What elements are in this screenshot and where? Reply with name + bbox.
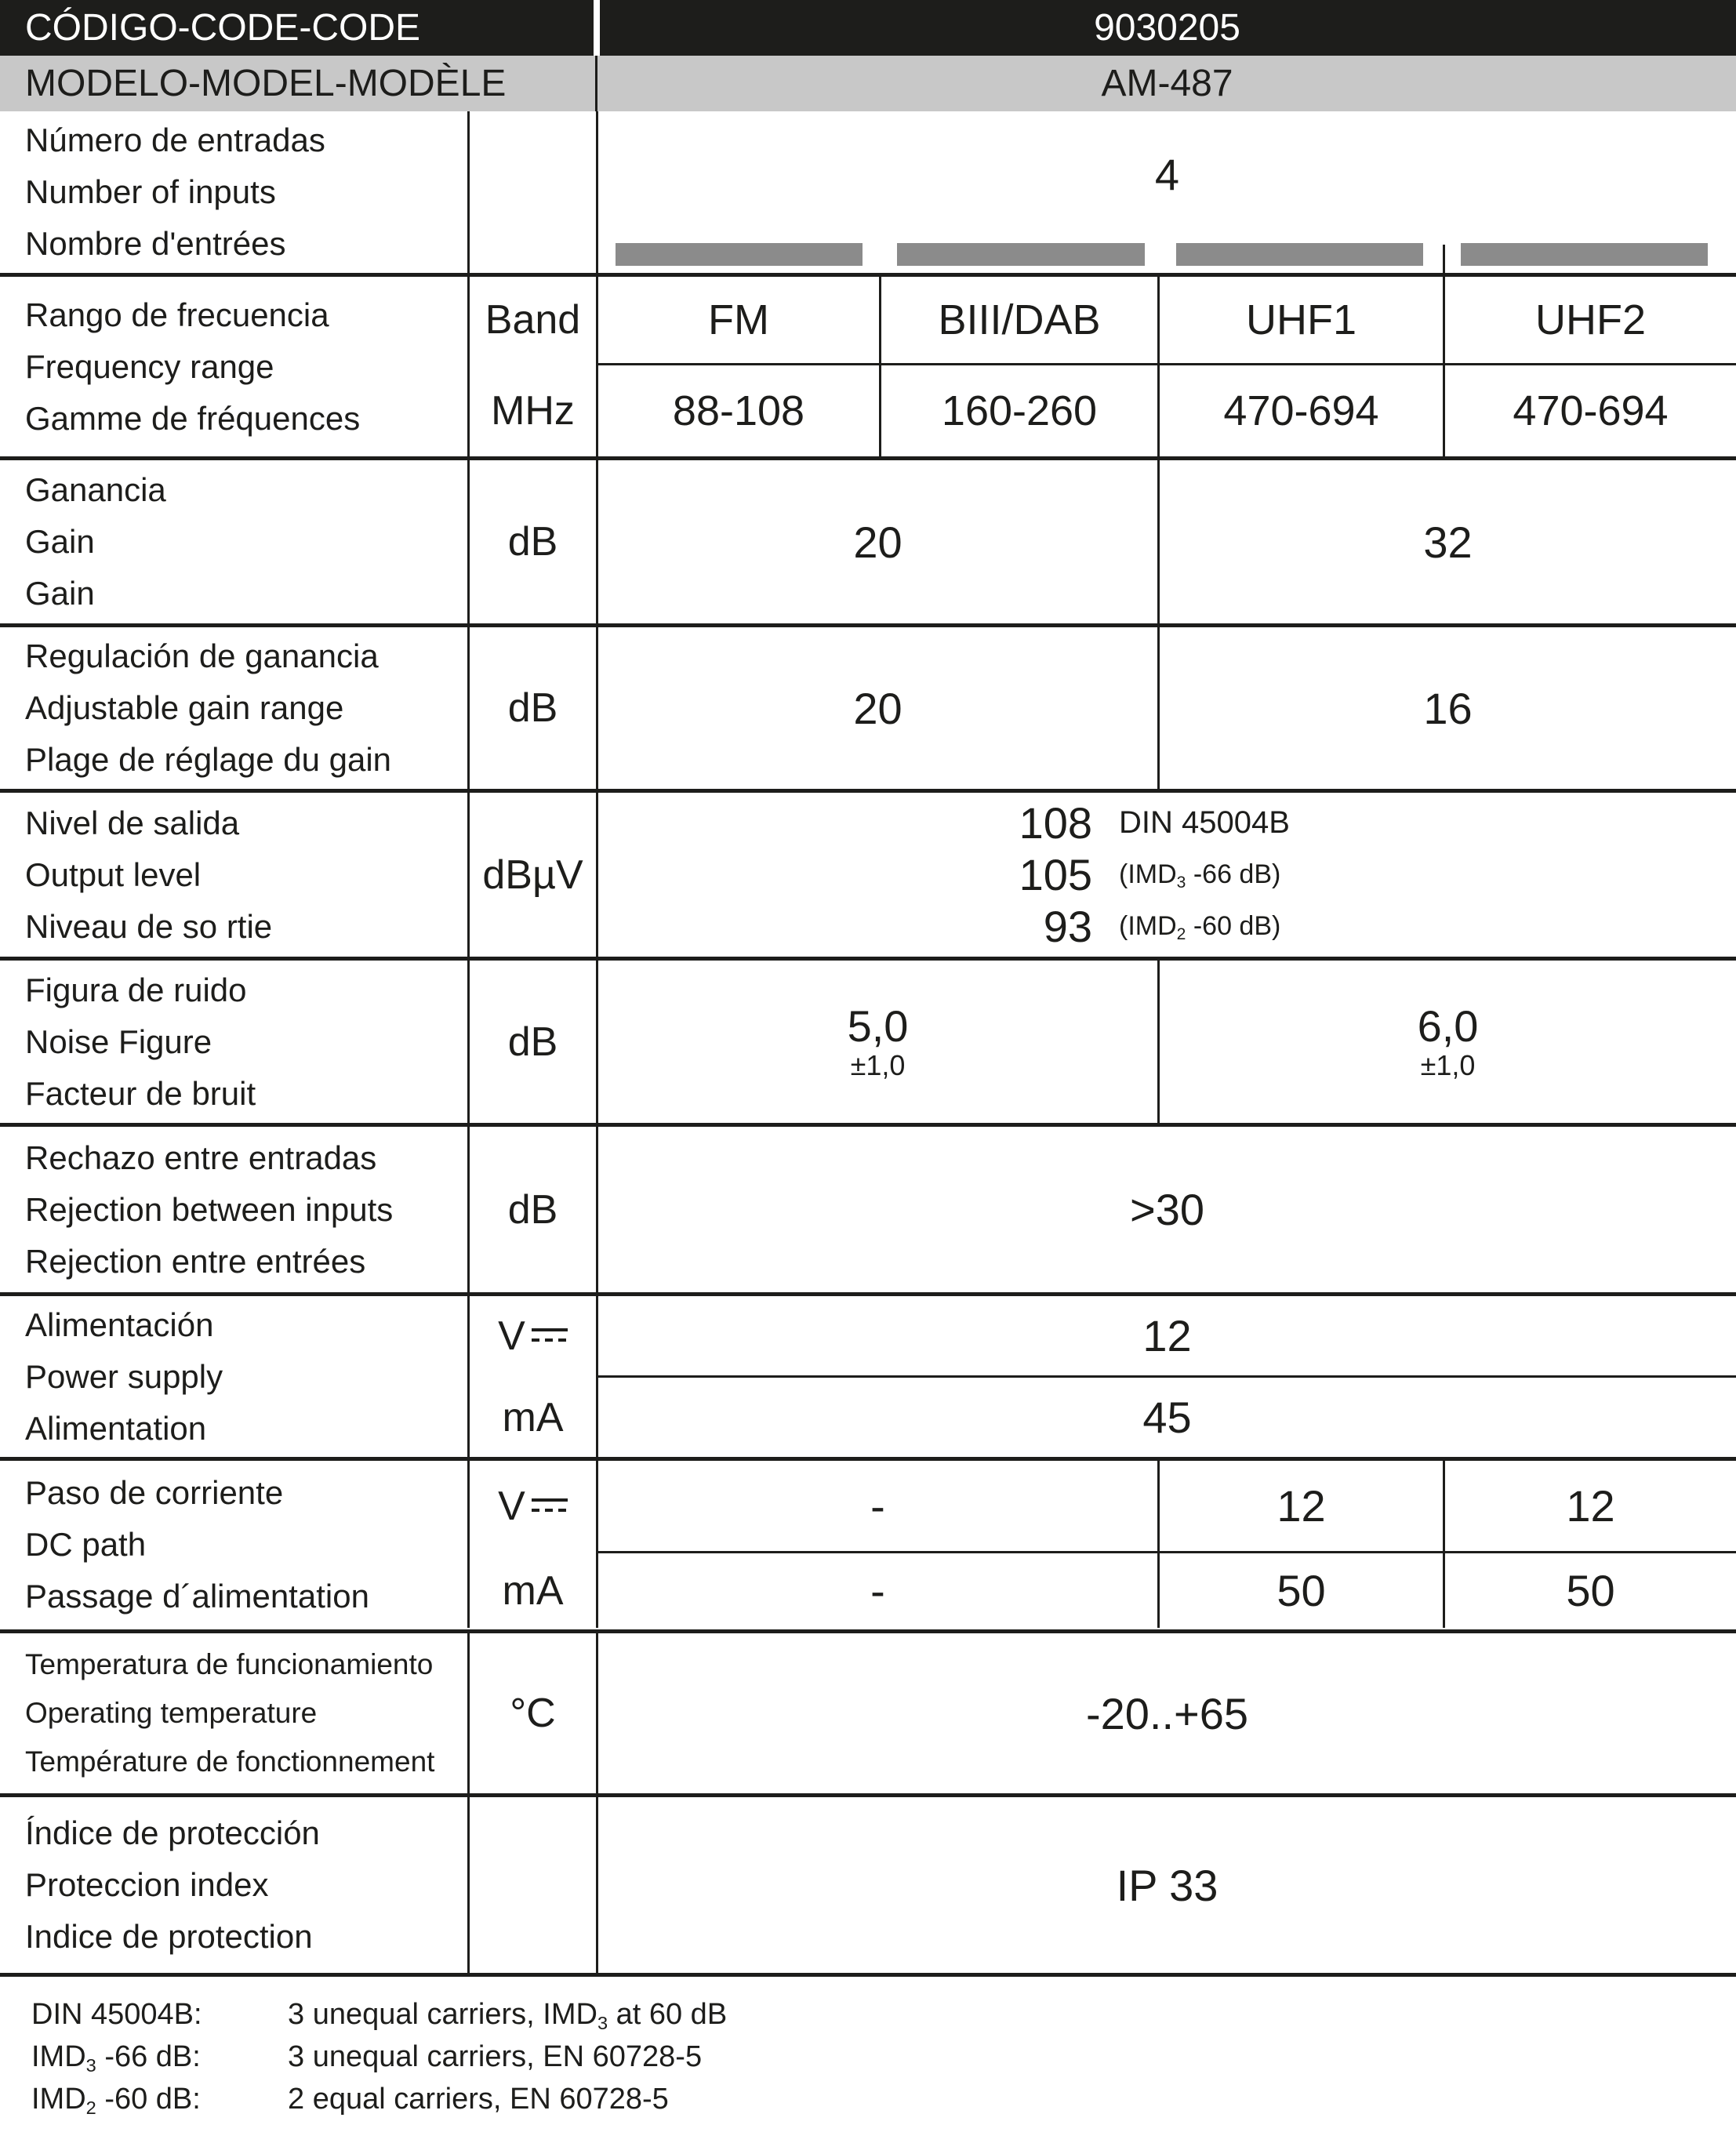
- band-name: UHF1: [1245, 296, 1356, 343]
- noise-uhf: [1160, 961, 1736, 1123]
- dc-current-uhf1: 50: [1277, 1566, 1326, 1615]
- row-protection-labels: [25, 1797, 464, 1973]
- band-name: BIII/DAB: [938, 296, 1101, 343]
- footnote-term: DIN 45004B:: [31, 1998, 202, 2031]
- label-line: Ganancia: [25, 471, 166, 508]
- label-line: Number of inputs: [25, 173, 276, 210]
- label-line: Output level: [25, 855, 202, 893]
- footnote: [0, 2083, 1736, 2123]
- footnote-desc: 3 unequal carriers, IMD3 at 60 dB: [288, 1998, 728, 2034]
- row-dc-path: [0, 1461, 1736, 1628]
- header-divider: [595, 56, 597, 111]
- label-line: Gain: [25, 575, 95, 612]
- noise-value: 6,0: [1417, 1001, 1479, 1051]
- row-gain-labels: [25, 460, 464, 623]
- output-level-entry: [598, 901, 1736, 953]
- dc-current-vhf: -: [870, 1566, 885, 1615]
- protection-value: IP 33: [1116, 1860, 1218, 1910]
- label-line: Niveau de so rtie: [25, 907, 273, 945]
- model-row: [0, 56, 1736, 111]
- row-band-labels: [25, 277, 464, 456]
- row-gain: [0, 460, 1736, 623]
- band-name: UHF2: [1534, 296, 1646, 343]
- row-noise-figure-labels: [25, 961, 464, 1123]
- rule: [0, 1973, 1736, 1977]
- gain-uhf: 32: [1423, 517, 1473, 567]
- row-inputs-labels: [25, 111, 464, 273]
- row-band: [0, 277, 1736, 456]
- row-adjustable-gain-labels: [25, 627, 464, 789]
- label-line: Nombre d'entrées: [25, 225, 286, 262]
- inputs-value: 4: [1154, 149, 1180, 199]
- code-row: [0, 0, 1736, 56]
- noise-vhf: [598, 961, 1157, 1123]
- output-note: (IMD3 -66 dB): [1119, 859, 1281, 892]
- label-line: Facteur de bruit: [25, 1074, 256, 1112]
- label-line: Gamme de fréquences: [25, 399, 361, 437]
- power-voltage: 12: [1142, 1311, 1192, 1360]
- label-line: Paso de corriente: [25, 1473, 284, 1511]
- unit-ma: mA: [502, 1394, 564, 1440]
- label-line: Nivel de salida: [25, 804, 240, 841]
- unit-mhz: MHz: [491, 388, 575, 434]
- unit-vdc: V: [470, 1296, 596, 1375]
- dc-symbol: [532, 1324, 568, 1349]
- input-column-bar: [616, 243, 863, 266]
- adjustable-gain-vhf: 20: [853, 683, 903, 733]
- label-line: Gain: [25, 523, 95, 560]
- output-note: DIN 45004B: [1119, 805, 1290, 840]
- dc-voltage-vhf: -: [870, 1481, 885, 1531]
- label-line: Plage de réglage du gain: [25, 741, 392, 778]
- row-rejection-labels: [25, 1127, 464, 1292]
- band-range: 470-694: [1223, 387, 1379, 434]
- unit-vdc: V: [470, 1461, 596, 1551]
- output-value: 105: [1019, 850, 1092, 899]
- label-line: Alimentation: [25, 1409, 207, 1447]
- output-note: (IMD2 -60 dB): [1119, 911, 1281, 944]
- unit-dbuv: dBµV: [482, 852, 583, 898]
- row-output-level-labels: [25, 793, 464, 957]
- label-line: Operating temperature: [25, 1697, 318, 1729]
- input-column-bar: [1461, 243, 1708, 266]
- band-range: 160-260: [941, 387, 1098, 434]
- label-line: Frequency range: [25, 347, 274, 385]
- row-adjustable-gain: [0, 627, 1736, 789]
- grid-line: [467, 1797, 470, 1973]
- label-line: Adjustable gain range: [25, 689, 344, 726]
- label-line: Power supply: [25, 1357, 223, 1395]
- code-value: 9030205: [1094, 7, 1240, 49]
- label-line: Rejection entre entrées: [25, 1242, 366, 1280]
- output-value: 108: [1019, 798, 1092, 848]
- unit-db: dB: [507, 685, 558, 731]
- label-line: Alimentación: [25, 1306, 214, 1343]
- row-power-supply: [0, 1296, 1736, 1457]
- label-line: Température de fonctionnement: [25, 1745, 435, 1778]
- label-line: Índice de protección: [25, 1814, 320, 1851]
- output-level-entry: [598, 849, 1736, 901]
- temperature-value: -20..+65: [1085, 1688, 1249, 1738]
- band-name: FM: [708, 296, 769, 343]
- label-line: Rejection between inputs: [25, 1190, 394, 1228]
- footnote: [0, 2040, 1736, 2081]
- model-label: MODELO-MODEL-MODÈLE: [25, 63, 507, 104]
- row-inputs: [0, 111, 1736, 273]
- label-line: DC path: [25, 1525, 147, 1563]
- label-line: Noise Figure: [25, 1022, 212, 1060]
- label-line: Regulación de ganancia: [25, 637, 379, 674]
- footnote: [0, 1998, 1736, 2039]
- label-line: Número de entradas: [25, 122, 325, 158]
- unit-db: dB: [507, 519, 558, 565]
- footnote-desc: 2 equal carriers, EN 60728-5: [288, 2083, 669, 2116]
- row-dc-path-labels: [25, 1461, 464, 1628]
- unit-db: dB: [507, 1186, 558, 1233]
- rejection-value: >30: [1130, 1185, 1204, 1234]
- band-range: 470-694: [1513, 387, 1669, 434]
- row-power-supply-labels: [25, 1296, 464, 1457]
- unit-celsius: °C: [510, 1691, 556, 1736]
- code-label: CÓDIGO-CODE-CODE: [25, 7, 420, 49]
- grid-line: [467, 111, 470, 273]
- row-temperature-labels: [25, 1633, 464, 1793]
- output-level-entry: [598, 797, 1736, 849]
- noise-tolerance: ±1,0: [850, 1048, 906, 1081]
- row-noise-figure: [0, 961, 1736, 1123]
- grid-line: [1443, 245, 1445, 273]
- unit-db: dB: [507, 1019, 558, 1065]
- dc-symbol: [532, 1494, 568, 1519]
- row-output-level: [0, 793, 1736, 957]
- label-line: Figura de ruido: [25, 971, 247, 1008]
- adjustable-gain-uhf: 16: [1423, 683, 1473, 733]
- noise-vhf-stack: [848, 1003, 909, 1081]
- band-range: 88-108: [672, 387, 805, 434]
- output-value: 93: [1043, 902, 1092, 951]
- footnote-term: IMD3 -66 dB:: [31, 2040, 201, 2076]
- label-line: Passage d´alimentation: [25, 1577, 369, 1615]
- label-line: Proteccion index: [25, 1866, 269, 1903]
- footnote-desc: 3 unequal carriers, EN 60728-5: [288, 2040, 703, 2073]
- unit-band: Band: [485, 297, 581, 343]
- unit-ma: mA: [502, 1567, 564, 1614]
- row-protection: [0, 1797, 1736, 1973]
- dc-current-uhf2: 50: [1566, 1566, 1615, 1615]
- gain-vhf: 20: [853, 517, 903, 567]
- label-line: Indice de protection: [25, 1918, 313, 1955]
- label-line: Rechazo entre entradas: [25, 1139, 377, 1176]
- output-level-values: [598, 793, 1736, 957]
- noise-uhf-stack: [1418, 1003, 1479, 1081]
- row-temperature: [0, 1633, 1736, 1793]
- noise-value: 5,0: [847, 1001, 909, 1051]
- input-column-bar: [897, 243, 1145, 266]
- power-current: 45: [1142, 1393, 1192, 1442]
- dc-voltage-uhf1: 12: [1277, 1481, 1326, 1531]
- row-rejection: [0, 1127, 1736, 1292]
- label-line: Rango de frecuencia: [25, 296, 329, 333]
- input-column-bar: [1176, 243, 1423, 266]
- noise-tolerance: ±1,0: [1420, 1048, 1476, 1081]
- label-line: Temperatura de funcionamiento: [25, 1648, 434, 1680]
- footnote-term: IMD2 -60 dB:: [31, 2083, 201, 2119]
- model-value: AM-487: [1101, 63, 1233, 104]
- dc-voltage-uhf2: 12: [1566, 1481, 1615, 1531]
